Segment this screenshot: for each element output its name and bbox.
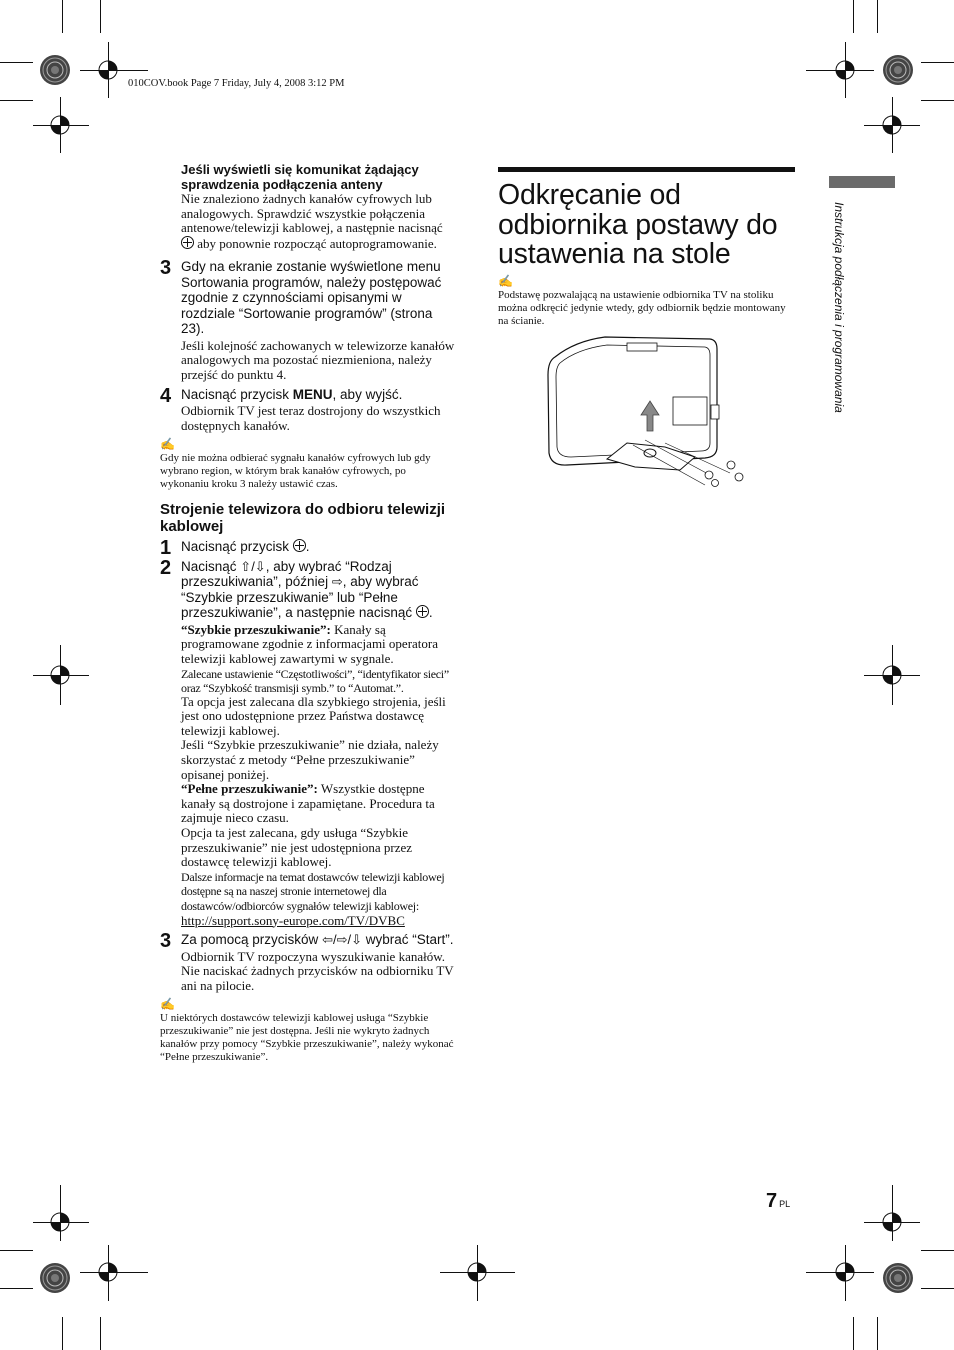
support-url-link[interactable]: http://support.sony-europe.com/TV/DVBC [181, 912, 405, 928]
pencil-note-icon: ✍ [160, 437, 175, 452]
circle-plus-icon [416, 605, 429, 618]
side-section-label: Instrukcja podłączenia i programowania [832, 202, 846, 413]
step-4: 4 Nacisnąć przycisk MENU, aby wyjść. Odbiornik TV jest teraz dostrojony do wszystkich dostępnych kanałów. [160, 384, 441, 433]
file-info: 010COV.book Page 7 Friday, July 4, 2008 3:12 PM [128, 78, 345, 89]
section-title: Odkręcanie od odbiornika postawy do ustawenia na stole [498, 179, 778, 270]
cable-tuning-heading: Strojenie telewizora do odbioru telewizji kablowej [160, 501, 446, 536]
left-right-down-arrow-icon: ⇦/⇨/⇩ [322, 932, 362, 948]
quick-scan-recommend: Zalecane ustawienie “Częstotliwości”, “identyfikator sieci” oraz “Szybkość transmisji symb.” to “Automat.”. [181, 666, 449, 695]
menu-button-label: MENU [292, 386, 333, 402]
pencil-note-icon: ✍ [160, 997, 175, 1012]
cable-step-2: 2 Nacisnąć ⇧/⇩, aby wybrać “Rodzaj przeszukiwania”, później ⇨, aby wybrać “Szybkie przeszukiwanie” lub “Pełne przeszukiwanie”, a następnie nacisnąć . “Szybkie przeszukiwanie”: Kanały są programowane zgodnie z informacjami operatora telewizji kablowej zawartymi w sygnale. Zalecane ustawienie “Częstotliwości”, “identyfikator sieci” oraz “Szybkość transmisji symb.” to “Automat.”. Ta opcja jest zalecana dla szybkiego strojenia, jeśli jest ono udostępnione przez Państwa dostawcę telewizji kablowej. Jeśli “Szybkie przeszukiwanie” nie działa, należy skorzystać z metody “Pełne przeszukiwanie” opisanej poniżej. “Pełne przeszukiwanie”: Wszystkie dostępne kanały są dostrojone i zapamiętane. Procedura ta zajmuje nieco czasu. Opcja ta jest zalecana, gdy usługa “Szybkie przeszukiwanie” nie jest udostępniona przez dostawcę telewizji kablowej. Dalsze informacje na temat dostawców telewizji kablowej dostępne są na naszej stronie internetowej dla dostawców/odbiorców sygnałów telewizji kablowej: http://support.sony-europe.com/TV/DVBC [160, 559, 456, 928]
left-column [160, 162, 456, 1064]
side-tab-marker [829, 176, 895, 188]
right-column [498, 167, 795, 328]
sunburst-mark-bottom-left [40, 1263, 70, 1293]
title-rule [498, 167, 795, 172]
sunburst-mark-top-right [883, 55, 913, 85]
cable-step-3: 3 Za pomocą przycisków ⇦/⇨/⇩ wybrać “Start”. Odbiornik TV rozpoczyna wyszukiwanie kanałów. Nie naciskać żadnych przycisków na odbiorniku TV ani na pilocie. [160, 930, 454, 993]
step-3: 3 Gdy na ekranie zostanie wyświetlone menu Sortowania programów, należy postępować zgodnie z czynnościami opisanymi w rozdziale “Sortowanie programów” (strona 23). Jeśli kolejność zachowanych w telewizorze kanałów analogowych ma pozostać niezmieniona, należy przejść do punktu 4. [160, 257, 455, 383]
circle-plus-icon [293, 539, 306, 552]
up-down-arrow-icon: ⇧/⇩ [240, 558, 266, 574]
sunburst-mark-top-left [40, 55, 70, 85]
pencil-note-icon: ✍ [498, 273, 513, 288]
antenna-check-body: Nie znaleziono żadnych kanałów cyfrowych lub analogowych. Sprawdzić wszystkie połączenia antenowe/telewizji kablowej, a następnie nacisnąć aby ponownie rozpocząć autoprogramowanie. [181, 191, 443, 251]
sunburst-mark-bottom-right [883, 1263, 913, 1293]
stand-note: Podstawę pozwalającą na ustawienie odbiornika TV na stoliku można odkręcić jedynie wtedy, gdy odbiornik będzie montowany na ścianie. [498, 288, 786, 327]
note-1: Gdy nie można odbierać sygnału kanałów cyfrowych lub gdy wybrano region, w którym brak kanałów cyfrowych, po wykonaniu kroku 3 należy ustawić czas. [160, 452, 431, 491]
right-arrow-icon: ⇨ [331, 574, 343, 590]
tv-stand-illustration [545, 335, 755, 490]
note-2: U niektórych dostawców telewizji kablowej usługa “Szybkie przeszukiwanie” nie jest dostępna. Jeśli nie wykryto żadnych kanałów przy pomocy “Szybkie przeszukiwanie”, należy wykonać “Pełne przeszukiwanie”. [160, 1012, 454, 1064]
circle-plus-icon [181, 236, 194, 249]
cable-step-1: 1 Nacisnąć przycisk . [160, 537, 310, 560]
antenna-check-heading: Jeśli wyświetli się komunikat żądający sprawdzenia podłączenia anteny [181, 162, 419, 192]
page-number: 7 PL [766, 1190, 791, 1212]
full-scan-desc: “Pełne przeszukiwanie”: Wszystkie dostępne kanały są dostrojone i zapamiętane. Procedura ta zajmuje nieco czasu. [181, 781, 435, 826]
quick-scan-desc: “Szybkie przeszukiwanie”: Kanały są programowane zgodnie z informacjami operatora telewizji kablowej zawartymi w sygnale. [181, 621, 438, 667]
